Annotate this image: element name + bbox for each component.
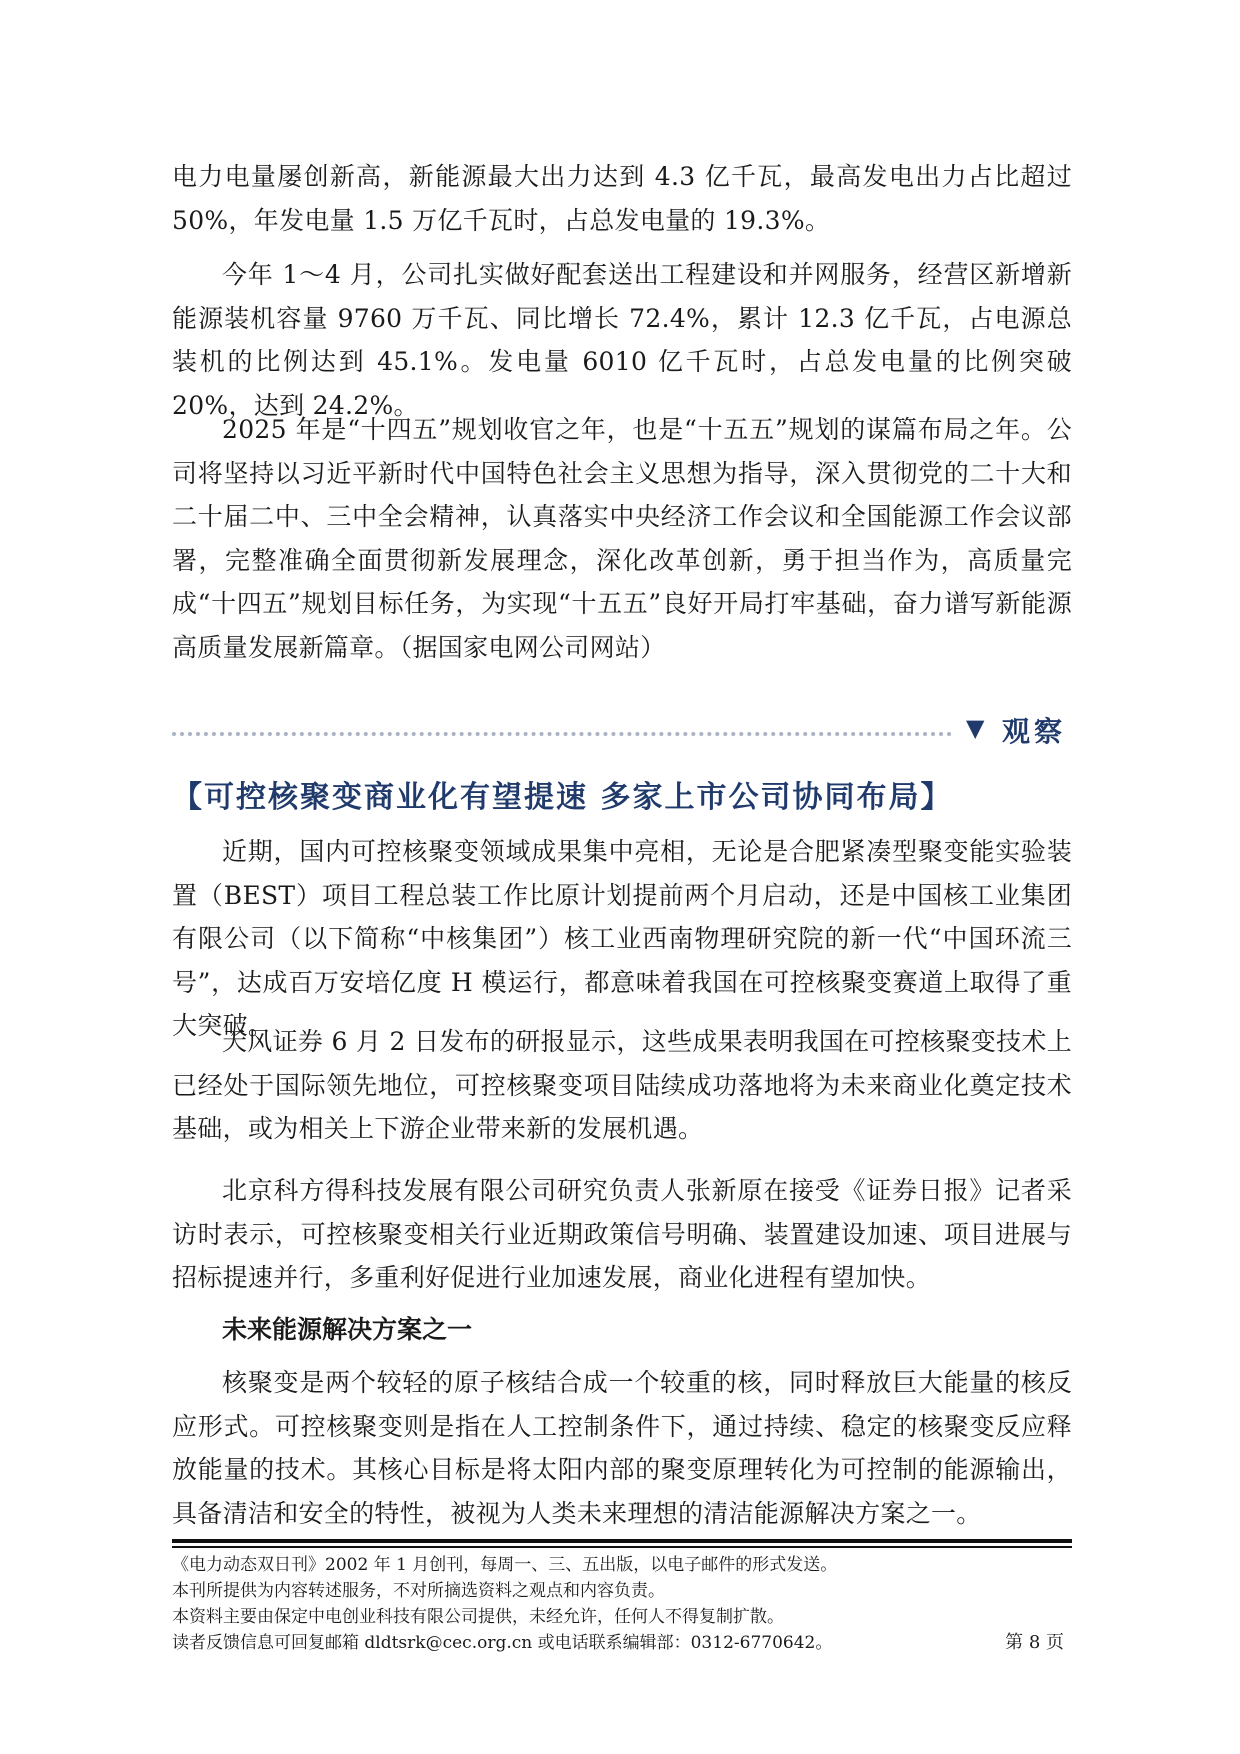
subheading: 未来能源解决方案之一	[222, 1315, 473, 1344]
paragraph-five-year-plan: 2025 年是“十四五”规划收官之年，也是“十五五”规划的谋篇布局之年。公司将坚持以习近平新时代中国特色社会主义思想为指导，深入贯彻党的二十大和二十届二中、三中全会精神，认真落实中央经济工作会议和全国能源工作会议部署，完整准确全面贯彻新发展理念，深化改革创新，勇于担当作为，高质量完成“十四五”规划目标任务，为实现“十五五”良好开局打牢基础，奋力谱写新能源高质量发展新篇章。（据国家电网公司网站）	[172, 415, 1072, 662]
paragraph-analyst-comment: 北京科方得科技发展有限公司研究负责人张新原在接受《证券日报》记者采访时表示，可控核聚变相关行业近期政策信号明确、装置建设加速、项目进展与招标提速并行，多重利好促进行业加速发展，商业化进程有望加快。	[172, 1176, 1072, 1292]
article-headline: 【可控核聚变商业化有望提速 多家上市公司协同布局】	[172, 780, 953, 815]
paragraph-fusion-breakthroughs: 近期，国内可控核聚变领域成果集中亮相，无论是合肥紧凑型聚变能实验装置（BEST）项目工程总装工作比原计划提前两个月启动，还是中国核工业集团有限公司（以下简称“中核集团”）核工业西南物理研究院的新一代“中国环流三号”，达成百万安培亿度 H 模运行，都意味着我国在可控核聚变赛道上取得了重大突破。	[172, 837, 1072, 1040]
footer-rule-thin	[172, 1546, 1072, 1548]
footer-contact-row	[172, 1630, 1072, 1656]
section-divider	[172, 714, 1072, 748]
footer-publication-info: 《电力动态双日刊》2002 年 1 月创刊，每周一、三、五出版，以电子邮件的形式发送。	[172, 1555, 838, 1575]
footer-copyright: 本资料主要由保定中电创业科技有限公司提供，未经允许，任何人不得复制扩散。	[172, 1607, 784, 1627]
footer-contact: 读者反馈信息可回复邮箱 dldtsrk@cec.org.cn 或电话联系编辑部：0312-6770642。	[172, 1633, 833, 1653]
paragraph-research-report: 天风证券 6 月 2 日发布的研报显示，这些成果表明我国在可控核聚变技术上已经处于国际领先地位，可控核聚变项目陆续成功落地将为未来商业化奠定技术基础，或为相关上下游企业带来新的发展机遇。	[172, 1027, 1072, 1143]
triangle-down-icon: ▼	[966, 714, 985, 742]
page-number: 第 8 页	[1005, 1632, 1064, 1653]
page-footer	[172, 1552, 1072, 1656]
section-label: 观察	[1002, 715, 1067, 748]
footer-rule-thick	[172, 1539, 1072, 1543]
paragraph-fusion-definition: 核聚变是两个较轻的原子核结合成一个较重的核，同时释放巨大能量的核反应形式。可控核聚变则是指在人工控制条件下，通过持续、稳定的核聚变反应释放能量的技术。其核心目标是将太阳内部的聚变原理转化为可控制的能源输出，具备清洁和安全的特性，被视为人类未来理想的清洁能源解决方案之一。	[172, 1368, 1072, 1528]
paragraph-new-energy-capacity: 今年 1～4 月，公司扎实做好配套送出工程建设和并网服务，经营区新增新能源装机容量 9760 万千瓦、同比增长 72.4%，累计 12.3 亿千瓦，占电源总装机的比例达到 45.1%。发电量 6010 亿千瓦时，占总发电量的比例突破 20%，达到 24.2%。	[172, 260, 1072, 420]
footer-disclaimer: 本刊所提供为内容转述服务，不对所摘选资料之观点和内容负责。	[172, 1581, 665, 1601]
paragraph-grid-stats: 电力电量屡创新高，新能源最大出力达到 4.3 亿千瓦，最高发电出力占比超过 50%，年发电量 1.5 万亿千瓦时，占总发电量的 19.3%。	[172, 162, 1072, 235]
dotted-rule	[172, 732, 952, 736]
